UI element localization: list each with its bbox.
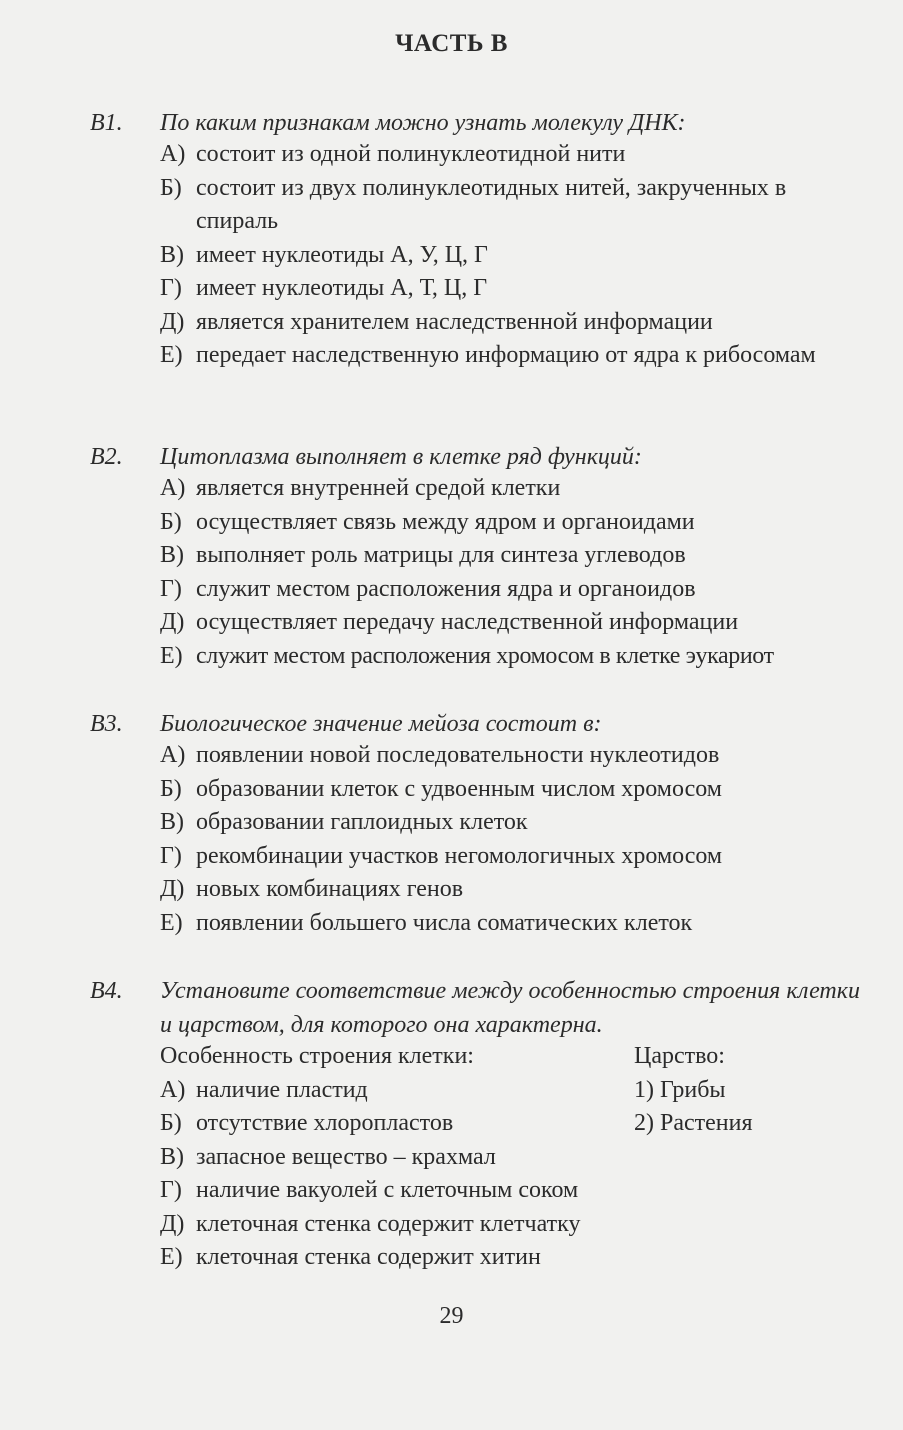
option-text: запасное вещество – крахмал <box>196 1143 496 1170</box>
option-letter: Д) <box>160 609 185 635</box>
kingdom-item <box>634 1141 870 1175</box>
option-letter: В) <box>160 542 184 568</box>
option-letter: А) <box>160 475 186 501</box>
option-text: служит местом расположения ядра и органоидов <box>196 575 696 602</box>
section-heading: ЧАСТЬ В <box>395 30 508 57</box>
option-letter: Е) <box>160 909 183 936</box>
option-text: является хранителем наследственной информации <box>196 308 713 335</box>
kingdom-item <box>634 1174 870 1208</box>
question-text: Установите соответствие между особенностью строения клетки и царством, для которого она характерна. <box>160 978 860 1038</box>
option-text: осуществляет связь между ядром и органоидами <box>196 508 695 535</box>
answer-option <box>160 840 870 874</box>
option-letter: А) <box>160 1076 186 1103</box>
question-number: В2. <box>90 444 123 470</box>
answer-option <box>160 907 870 941</box>
option-letter: В) <box>160 809 184 835</box>
matching-row <box>160 1074 870 1108</box>
option-text: состоит из одной полинуклеотидной нити <box>196 141 626 167</box>
answer-option <box>160 138 865 172</box>
option-text: образовании клеток с удвоенным числом хромосом <box>196 775 722 802</box>
answer-options <box>160 138 865 373</box>
option-text: клеточная стенка содержит хитин <box>196 1244 541 1270</box>
answer-option <box>160 172 865 239</box>
option-letter: Б) <box>160 775 182 802</box>
matching-row <box>160 1174 870 1208</box>
answer-option <box>160 539 870 573</box>
answer-option <box>160 339 865 373</box>
column-header-features: Особенность строения клетки: <box>160 1043 474 1069</box>
option-text: новых комбинациях генов <box>196 876 464 902</box>
option-letter: Г) <box>160 275 182 301</box>
matching-row <box>160 1107 870 1141</box>
option-text: выполняет роль матрицы для синтеза углеводов <box>196 542 686 568</box>
answer-option <box>160 272 865 306</box>
option-letter: Б) <box>160 508 182 535</box>
question-text: Биологическое значение мейоза состоит в: <box>160 711 602 737</box>
question-text: Цитоплазма выполняет в клетке ряд функций: <box>160 444 642 470</box>
option-letter: А) <box>160 141 186 167</box>
kingdom-item <box>634 1241 870 1275</box>
option-text: имеет нуклеотиды А, Т, Ц, Г <box>196 275 488 301</box>
question-number: В4. <box>90 978 123 1004</box>
page-number: 29 <box>439 1303 464 1329</box>
answer-option <box>160 239 865 273</box>
answer-option <box>160 472 870 506</box>
answer-option <box>160 739 870 773</box>
matching-row <box>160 1208 870 1242</box>
answer-option <box>160 506 870 540</box>
option-letter: Е) <box>160 1244 183 1270</box>
answer-option <box>160 773 870 807</box>
option-letter: Г) <box>160 575 182 602</box>
answer-option <box>160 606 870 640</box>
option-text: передает наследственную информацию от ядра к рибосомам <box>196 342 816 368</box>
option-text: наличие пластид <box>196 1076 368 1103</box>
option-letter: В) <box>160 241 184 268</box>
matching-table <box>160 1040 870 1275</box>
answer-option <box>160 573 870 607</box>
option-text: имеет нуклеотиды А, У, Ц, Г <box>196 241 488 268</box>
option-letter: Г) <box>160 1177 182 1203</box>
option-letter: Г) <box>160 842 182 869</box>
answer-option <box>160 640 870 674</box>
answer-options <box>160 739 870 940</box>
column-header-kingdoms: Царство: <box>634 1043 725 1069</box>
option-letter: Б) <box>160 174 182 201</box>
answer-option <box>160 306 865 340</box>
option-letter: А) <box>160 742 186 768</box>
option-letter: Д) <box>160 1210 185 1237</box>
option-letter: Б) <box>160 1110 182 1136</box>
option-text: наличие вакуолей с клеточным соком <box>196 1177 579 1203</box>
kingdom-item: 2) Растения <box>634 1110 753 1136</box>
option-text: появлении большего числа соматических клеток <box>196 909 693 936</box>
option-letter: Е) <box>160 342 183 368</box>
answer-option <box>160 873 870 907</box>
option-text: отсутствие хлоропластов <box>196 1110 454 1136</box>
question-number: В1. <box>90 110 123 136</box>
option-letter: В) <box>160 1143 184 1170</box>
question-text: По каким признакам можно узнать молекулу ДНК: <box>160 110 686 136</box>
option-text: является внутренней средой клетки <box>196 475 561 501</box>
option-text: появлении новой последовательности нуклеотидов <box>196 742 720 768</box>
answer-options <box>160 472 870 673</box>
matching-header-row <box>160 1040 870 1074</box>
matching-row <box>160 1241 870 1275</box>
option-text: рекомбинации участков негомологичных хромосом <box>196 842 723 869</box>
answer-option <box>160 806 870 840</box>
option-text: осуществляет передачу наследственной информации <box>196 609 739 635</box>
option-letter: Д) <box>160 876 185 902</box>
option-text: служит местом расположения хромосом в клетке эукариот <box>196 642 774 669</box>
option-text: состоит из двух полинуклеотидных нитей, закрученных в спираль <box>196 174 787 234</box>
question-number: В3. <box>90 711 123 737</box>
option-text: образовании гаплоидных клеток <box>196 809 528 835</box>
matching-row <box>160 1141 870 1175</box>
kingdom-item <box>634 1208 870 1242</box>
option-letter: Д) <box>160 308 185 335</box>
kingdom-item: 1) Грибы <box>634 1076 726 1103</box>
option-letter: Е) <box>160 642 183 669</box>
option-text: клеточная стенка содержит клетчатку <box>196 1210 581 1237</box>
